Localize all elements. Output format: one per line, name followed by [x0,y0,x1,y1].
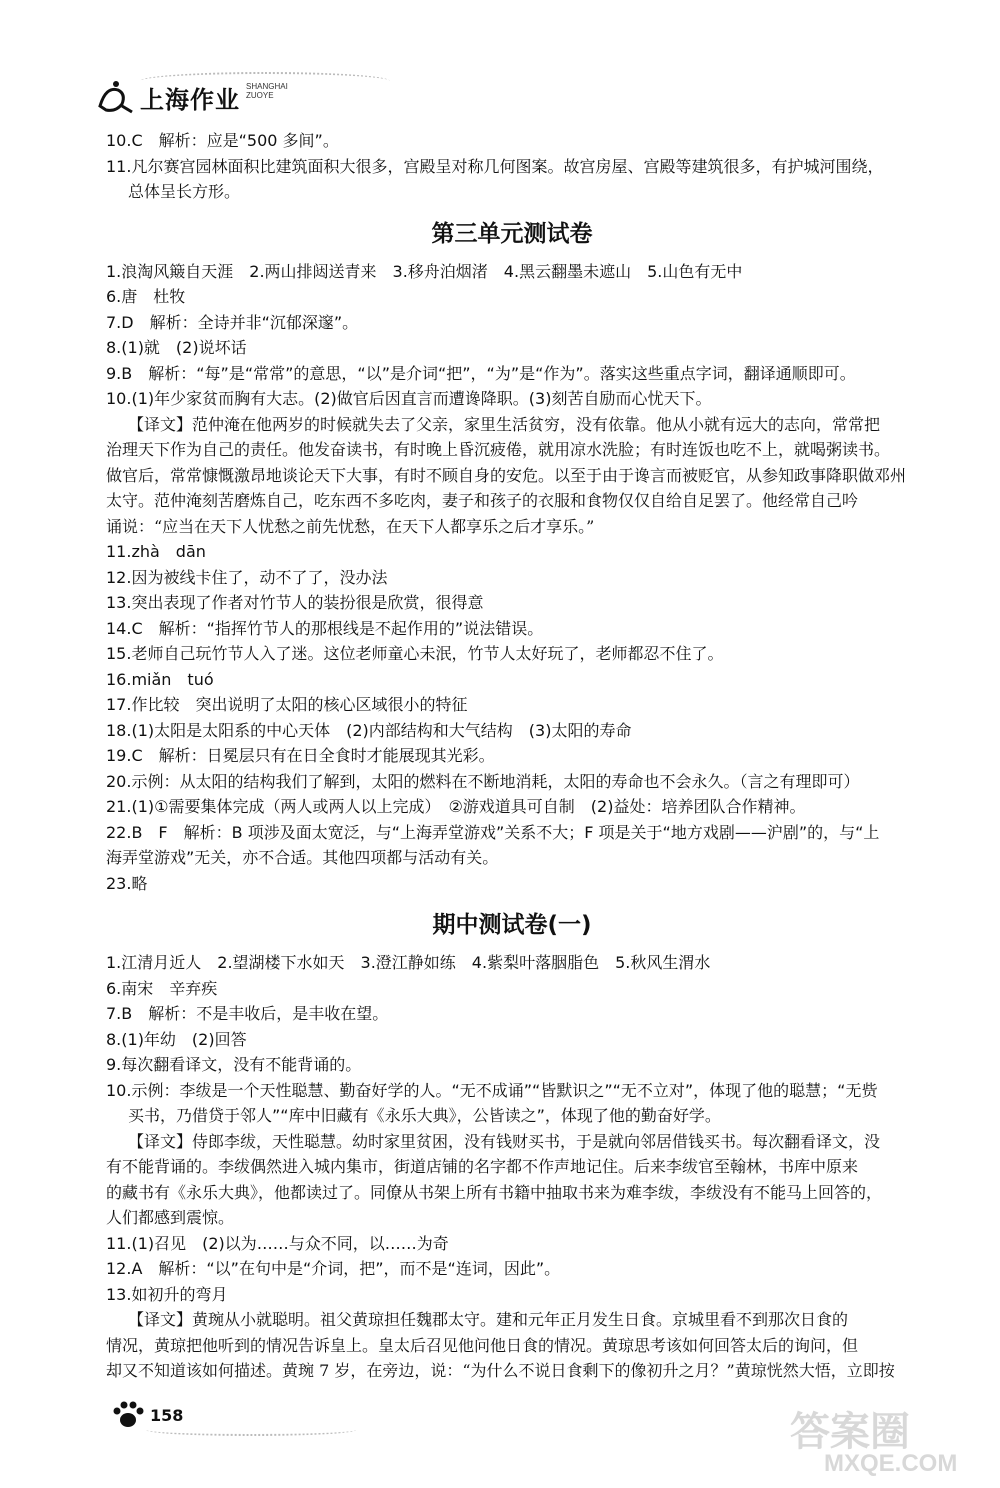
translation-line: 诵说：“应当在天下人忧愁之前先忧愁，在天下人都享乐之后才享乐。” [106,516,595,536]
watermark-en: MXQE.COM [824,1450,958,1477]
answer-line: 9.每次翻看译文，没有不能背诵的。 [106,1055,362,1074]
translation-line: 情况，黄琼把他听到的情况告诉皇上。皇太后召见他问他日食的情况。黄琼思考该如何回答太后的询问，但 [106,1335,859,1355]
answer-line: 19.C 解析：日冕层只有在日全食时才能展现其光彩。 [106,746,495,765]
answer-line: 13.突出表现了作者对竹节人的装扮很是欣赏，很得意 [106,593,484,612]
answer-line: 14.C 解析：“指挥竹节人的那根线是不起作用的”说法错误。 [106,618,544,638]
answer-line: 13.如初升的弯月 [106,1284,228,1304]
answer-line-continued: 海弄堂游戏”无关，亦不合适。其他四项都与活动有关。 [106,848,499,867]
answer-line: 6.唐 杜牧 [106,287,186,306]
translation-line: 【译文】范仲淹在他两岁的时候就失去了父亲，家里生活贫穷，没有依靠。他从小就有远大的志向，常常把 [128,414,881,434]
translation-line: 【译文】黄琬从小就聪明。祖父黄琼担任魏郡太守。建和元年正月发生日食。京城里看不到那次日食的 [128,1310,849,1329]
answer-line: 11.凡尔赛宫园林面积比建筑面积大很多，宫殿呈对称几何图案。故宫房屋、宫殿等建筑很多，有护城河围绕， [106,156,884,176]
answer-line: 6.南宋 辛弃疾 [106,978,218,998]
translation-line: 人们都感到震惊。 [106,1208,235,1227]
brand-logo: 上海作业 [140,85,240,114]
answer-line: 20.示例：从太阳的结构我们了解到，太阳的燃料在不断地消耗，太阳的寿命也不会永久。（言之有理即可） [106,771,860,791]
translation-line: 【译文】侍郎李绂，天性聪慧。幼时家里贫困，没有钱财买书，于是就向邻居借钱买书。每次翻看译文，没 [128,1131,881,1151]
answer-content [106,128,918,1384]
answer-line: 10.C 解析：应是“500 多间”。 [106,131,339,150]
answer-line: 10.示例：李绂是一个天性聪慧、勤奋好学的人。“无不成诵”“皆默识之”“无不立对”，体现了他的聪慧；“无赀 [106,1080,878,1100]
answer-line: 18.(1)太阳是太阳系的中心天体 (2)内部结构和大气结构 (3)太阳的寿命 [106,720,632,740]
answer-line: 15.老师自己玩竹节人入了迷。这位老师童心未泯，竹节人太好玩了，老师都忍不住了。 [106,644,724,663]
translation-line: 的藏书有《永乐大典》，他都读过了。同僚从书架上所有书籍中抽取书来为难李绂，李绂没有不能马上回答的， [106,1182,883,1202]
translation-line: 治理天下作为自己的责任。他发奋读书，有时晚上昏沉疲倦，就用凉水洗脸；有时连饭也吃不上，就喝粥读书。 [106,440,891,459]
answer-line: 11.zhà dān [106,542,206,561]
answer-line: 22.B F 解析：B 项涉及面太宽泛，与“上海弄堂游戏”关系不大；F 项是关于“地方戏剧——沪剧”的，与“上 [106,822,880,842]
mascot-logo-icon [96,76,136,116]
translation-line: 做官后，常常慷慨激昂地谈论天下大事，有时不顾自身的安危。以至于由于谗言而被贬官，从参知政事降职做邓州 [106,465,907,485]
page-header [88,72,388,122]
section-title: 第三单元测试卷 [431,220,593,247]
answer-line: 12.A 解析：“以”在句中是“介词，把”，而不是“连词，因此”。 [106,1259,561,1278]
answer-line: 1.江清月近人 2.望湖楼下水如天 3.澄江静如练 4.紫梨叶落胭脂色 5.秋风生渭水 [106,953,711,972]
answer-line: 1.浪淘风簸自天涯 2.两山排闼送青来 3.移舟泊烟渚 4.黑云翻墨未遮山 5.山色有无中 [106,261,743,281]
page-number: 158 [150,1406,184,1425]
answer-line: 10.(1)年少家贫而胸有大志。(2)做官后因直言而遭谗降职。(3)刻苦自励而心忧天下。 [106,389,712,408]
translation-line: 却又不知道该如何描述。黄琬 7 岁，在旁边，说：“为什么不说日食剩下的像初升之月？”黄琼恍然大悟，立即按 [106,1361,895,1380]
answer-line: 9.B 解析：“每”是“常常”的意思，“以”是介词“把”，“为”是“作为”。落实这些重点字词，翻译通顺即可。 [106,363,856,383]
translation-line: 太守。范仲淹刻苦磨炼自己，吃东西不多吃肉，妻子和孩子的衣服和食物仅仅自给自足罢了。他经常自己吟 [106,491,859,510]
answer-line: 11.(1)召见 (2)以为……与众不同，以……为奇 [106,1233,449,1253]
answer-line: 7.B 解析：不是丰收后，是丰收在望。 [106,1004,389,1023]
watermark [790,1400,990,1484]
brand-english: SHANGHAI ZUOYE [246,82,288,100]
page-footer [112,1398,412,1438]
watermark-cn: 答案圈 [790,1409,910,1455]
paw-print-icon [112,1400,144,1430]
answer-line: 8.(1)就 (2)说坏话 [106,338,247,357]
section-title: 期中测试卷(一) [432,912,592,938]
answer-line: 21.(1)①需要集体完成（两人或两人以上完成） ②游戏道具可自制 (2)益处：培养团队合作精神。 [106,797,806,816]
footer-dotted-arc [146,1424,356,1436]
answer-line: 7.D 解析：全诗并非“沉郁深邃”。 [106,312,359,332]
answer-line-continued: 总体呈长方形。 [128,182,241,201]
answer-line: 16.miǎn tuó [106,669,214,689]
answer-line: 12.因为被线卡住了，动不了了，没办法 [106,567,388,587]
answer-line-continued: 买书，乃借贷于邻人”“库中旧藏有《永乐大典》，公皆读之”，体现了他的勤奋好学。 [128,1106,721,1125]
answer-line: 17.作比较 突出说明了太阳的核心区域很小的特征 [106,695,468,714]
translation-line: 有不能背诵的。李绂偶然进入城内集市，街道店铺的名字都不作声地记住。后来李绂官至翰林，书库中原来 [106,1157,859,1176]
answer-line: 8.(1)年幼 (2)回答 [106,1029,247,1049]
answer-line: 23.略 [106,873,148,893]
